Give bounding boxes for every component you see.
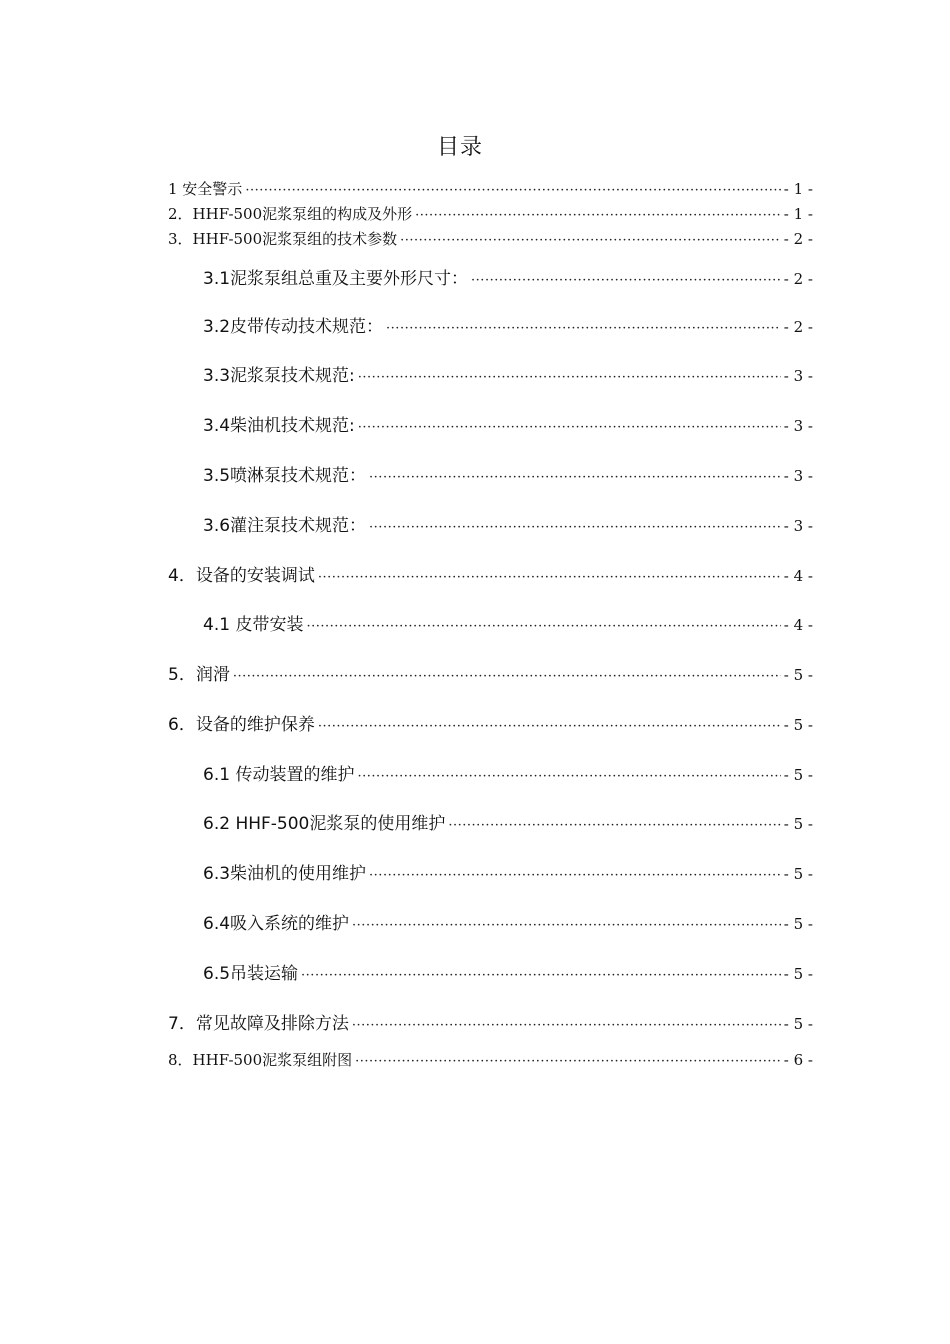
dot-leader bbox=[355, 1054, 781, 1069]
dot-leader bbox=[301, 968, 781, 983]
toc-entry-text: 6.2 HHF-500泥浆泵的使用维护 bbox=[203, 814, 446, 834]
toc-entry[interactable] bbox=[203, 511, 813, 536]
toc-page-number: - 3 - bbox=[783, 517, 813, 535]
toc-entry[interactable] bbox=[203, 411, 813, 436]
toc-entry[interactable] bbox=[168, 178, 813, 199]
toc-page-number: - 3 - bbox=[783, 467, 813, 485]
dot-leader bbox=[400, 233, 781, 248]
dot-leader bbox=[318, 719, 781, 734]
toc-page-number: - 6 - bbox=[783, 1051, 813, 1069]
toc-entry-text: 3.5喷淋泵技术规范： bbox=[203, 466, 367, 486]
toc-page-number: - 5 - bbox=[783, 965, 813, 983]
toc-entry[interactable] bbox=[168, 710, 813, 735]
toc-page-number: - 5 - bbox=[783, 865, 813, 883]
dot-leader bbox=[318, 570, 781, 585]
toc-page-number: - 5 - bbox=[783, 716, 813, 734]
toc-entry-text: 3.3泥浆泵技术规范: bbox=[203, 366, 355, 386]
toc-title: 目录 bbox=[436, 135, 483, 160]
toc-page-number: - 1 - bbox=[783, 180, 813, 198]
toc-entry-text: 4．设备的安装调试 bbox=[168, 566, 315, 586]
toc-entry[interactable] bbox=[203, 809, 813, 834]
toc-entry-text: 5．润滑 bbox=[168, 665, 230, 685]
dot-leader bbox=[448, 818, 780, 833]
toc-entry-text: 3.2皮带传动技术规范： bbox=[203, 317, 384, 337]
dot-leader bbox=[352, 918, 781, 933]
toc-entry-text: 6.4吸入系统的维护 bbox=[203, 914, 350, 934]
dot-leader bbox=[358, 420, 781, 435]
toc-page-number: - 2 - bbox=[783, 318, 813, 336]
dot-leader bbox=[386, 321, 781, 336]
dot-leader bbox=[306, 619, 780, 634]
toc-entry-text: 6.3柴油机的使用维护 bbox=[203, 864, 367, 884]
dot-leader bbox=[358, 370, 781, 385]
toc-entry[interactable] bbox=[203, 610, 813, 635]
toc-page-number: - 2 - bbox=[783, 270, 813, 288]
toc-entry[interactable] bbox=[168, 660, 813, 685]
toc-entry[interactable] bbox=[168, 228, 813, 249]
dot-leader bbox=[369, 868, 781, 883]
dot-leader bbox=[352, 1018, 781, 1033]
toc-page-number: - 5 - bbox=[783, 915, 813, 933]
dot-leader bbox=[471, 273, 781, 288]
toc-entry-text: 3．HHF-500泥浆泵组的技术参数 bbox=[168, 230, 398, 248]
toc-entry-text: 3.6灌注泵技术规范： bbox=[203, 516, 367, 536]
toc-page-number: - 3 - bbox=[783, 367, 813, 385]
dot-leader bbox=[245, 183, 780, 198]
toc-page-number: - 1 - bbox=[783, 205, 813, 223]
toc-entry[interactable] bbox=[203, 361, 813, 386]
toc-entry-text: 6.1 传动装置的维护 bbox=[203, 765, 355, 785]
toc-entry[interactable] bbox=[203, 959, 813, 984]
toc-entry-text: 6．设备的维护保养 bbox=[168, 715, 315, 735]
toc-entry[interactable] bbox=[203, 760, 813, 785]
toc-page-number: - 4 - bbox=[783, 567, 813, 585]
toc-entry-text: 2．HHF-500泥浆泵组的构成及外形 bbox=[168, 205, 413, 223]
toc-entry[interactable] bbox=[203, 909, 813, 934]
dot-leader bbox=[233, 669, 781, 684]
toc-page-number: - 5 - bbox=[783, 1015, 813, 1033]
toc-entry[interactable] bbox=[168, 1049, 813, 1070]
toc-page-number: - 3 - bbox=[783, 417, 813, 435]
toc-entry[interactable] bbox=[168, 1009, 813, 1034]
toc-entry[interactable] bbox=[203, 264, 813, 289]
toc-entry[interactable] bbox=[203, 859, 813, 884]
dot-leader bbox=[357, 769, 780, 784]
toc-page-number: - 4 - bbox=[783, 616, 813, 634]
toc-entry-text: 3.1泥浆泵组总重及主要外形尺寸： bbox=[203, 269, 469, 289]
dot-leader bbox=[369, 520, 781, 535]
toc-page-number: - 5 - bbox=[783, 766, 813, 784]
toc-entry-text: 3.4柴油机技术规范: bbox=[203, 416, 355, 436]
toc-page-number: - 5 - bbox=[783, 666, 813, 684]
toc-page-number: - 5 - bbox=[783, 815, 813, 833]
toc-entry[interactable] bbox=[168, 561, 813, 586]
toc-entry[interactable] bbox=[203, 461, 813, 486]
toc-entry[interactable] bbox=[203, 312, 813, 337]
dot-leader bbox=[369, 470, 781, 485]
dot-leader bbox=[415, 208, 781, 223]
toc-entry-text: 1 安全警示 bbox=[168, 180, 243, 198]
toc-entry-text: 8．HHF-500泥浆泵组附图 bbox=[168, 1051, 353, 1069]
toc-entry-text: 6.5吊装运输 bbox=[203, 964, 299, 984]
toc-page-number: - 2 - bbox=[783, 230, 813, 248]
toc-entry-text: 4.1 皮带安装 bbox=[203, 615, 304, 635]
toc-entry[interactable] bbox=[168, 203, 813, 224]
toc-entry-text: 7．常见故障及排除方法 bbox=[168, 1014, 349, 1034]
